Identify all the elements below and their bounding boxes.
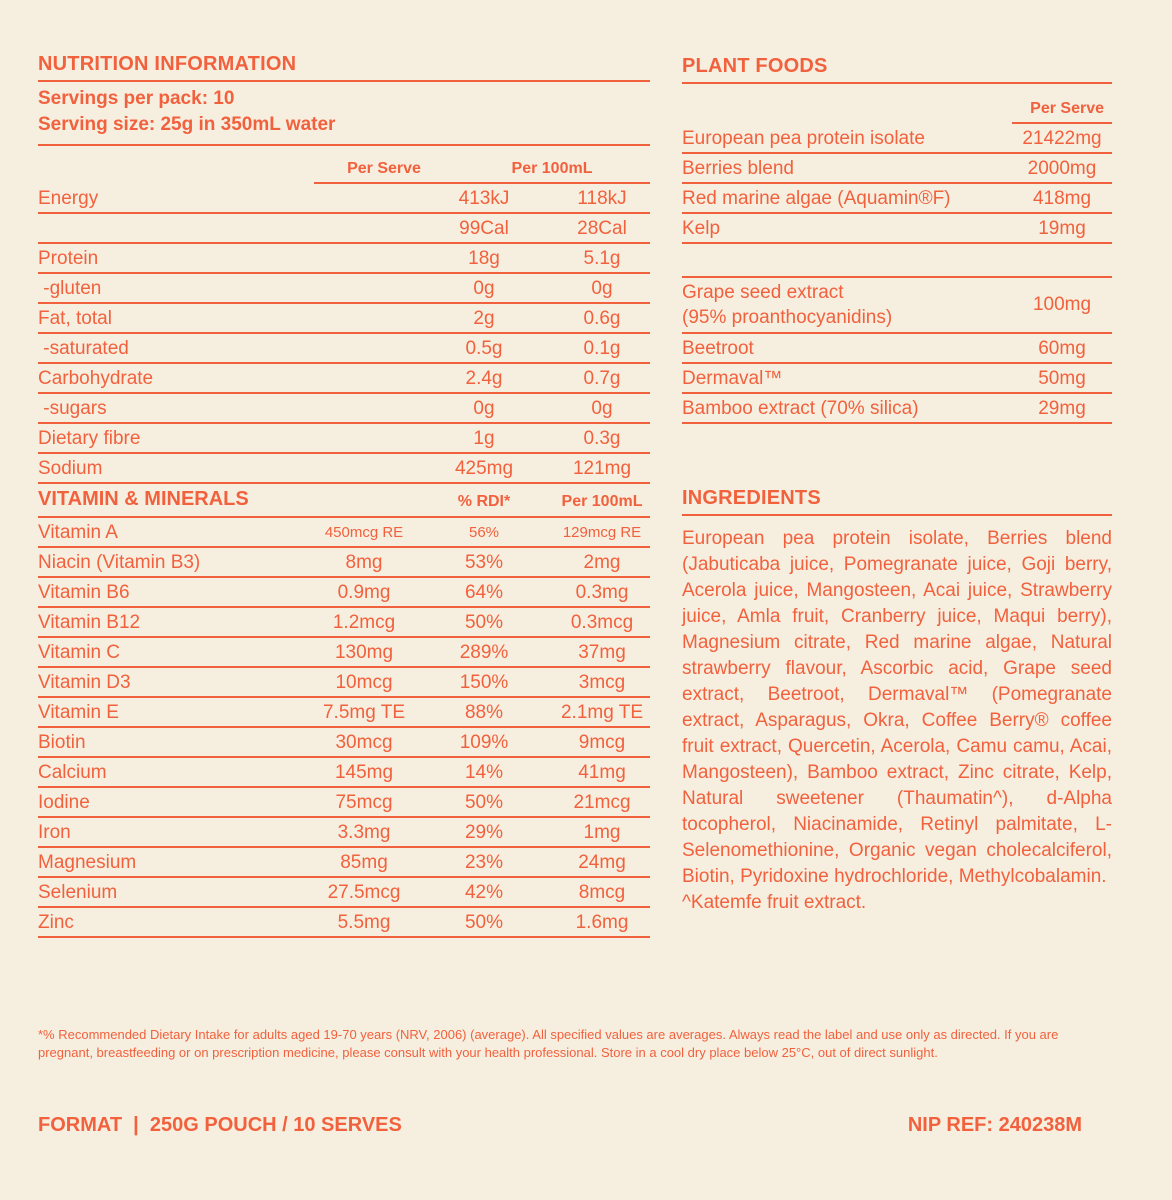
vitamin-label: Vitamin E (38, 702, 119, 723)
per-serve-value: 21422mg (1022, 128, 1102, 149)
per-100ml-value: 5.1g (583, 248, 621, 269)
per-serve-value: 29mg (1038, 398, 1086, 419)
disclaimer: *% Recommended Dietary Intake for adults aged 19-70 years (NRV, 2006) (average). All specified values are averages. Always read the label and use only as directed. If you are pregnant, breastfeeding or on prescription medicine, please consult with your health professional. Store in a cool dry place below 25°C, out of direct sunlight. (38, 1027, 1059, 1060)
per-100ml-value: 0.7g (583, 368, 621, 389)
per-100ml-value: 0.3mcg (570, 612, 634, 633)
plant-foods-rows (682, 124, 1112, 244)
table-row (38, 548, 650, 578)
vitamin-label: Magnesium (38, 852, 137, 873)
amount-value: 450mcg RE (324, 524, 404, 541)
rdi-value: 56% (468, 524, 500, 541)
nutrient-label: Fat, total (38, 308, 112, 329)
nutrient-label: Energy (38, 188, 99, 209)
per-serve-value: 0g (473, 278, 495, 299)
plant-foods-panel (682, 52, 1112, 916)
plant-food-label: Bamboo extract (70% silica) (682, 398, 919, 419)
nutrient-label: -sugars (38, 398, 107, 419)
table-row (682, 394, 1112, 424)
table-row (38, 788, 650, 818)
per-100ml-value: 129mcg RE (562, 524, 642, 541)
nutrient-label: Sodium (38, 458, 103, 479)
table-row (38, 638, 650, 668)
rdi-value: 50% (464, 612, 504, 633)
col-per-100ml: Per 100mL (511, 160, 593, 177)
table-row (38, 334, 650, 364)
servings-info (38, 82, 650, 144)
ingredients-footnote: ^Katemfe fruit extract. (682, 892, 867, 913)
nutrient-label: -gluten (38, 278, 102, 299)
nip-ref: NIP REF: 240238M (907, 1114, 1082, 1136)
rdi-value: 50% (464, 912, 504, 933)
table-row (38, 184, 650, 214)
per-100ml-value: 24mg (578, 852, 626, 873)
per-serve-value: 1g (473, 428, 495, 449)
per-serve-value: 2000mg (1027, 158, 1097, 179)
plant-food-label: Beetroot (682, 338, 754, 359)
table-row (38, 668, 650, 698)
col-per-serve: Per Serve (1030, 100, 1104, 117)
grape-seed-value: 100mg (1032, 293, 1092, 315)
vitamin-label: Niacin (Vitamin B3) (38, 552, 201, 573)
rdi-value: 29% (464, 822, 504, 843)
per-100ml-value: 0.3mg (575, 582, 629, 603)
amount-value: 75mcg (335, 792, 393, 813)
vitamin-rows (38, 518, 650, 938)
nutrition-title: NUTRITION INFORMATION (38, 53, 297, 75)
vitamin-label: Vitamin B12 (38, 612, 141, 633)
vitamins-header (38, 484, 650, 518)
col-per-serve: Per Serve (347, 160, 421, 177)
rdi-value: 88% (464, 702, 504, 723)
table-row (38, 608, 650, 638)
col-per-100ml: Per 100mL (561, 493, 643, 510)
per-serve-value: 413kJ (458, 188, 510, 209)
vitamin-label: Selenium (38, 882, 118, 903)
per-100ml-value: 1mg (583, 822, 621, 843)
amount-value: 3.3mg (337, 822, 391, 843)
nutrient-label: Protein (38, 248, 99, 269)
amount-value: 7.5mg TE (322, 702, 406, 723)
per-100ml-value: 0.3g (583, 428, 621, 449)
amount-value: 85mg (340, 852, 388, 873)
col-rdi: % RDI* (457, 493, 511, 510)
rdi-value: 50% (464, 792, 504, 813)
vitamin-label: Vitamin C (38, 642, 121, 663)
plant-foods-header (682, 84, 1112, 122)
vitamins-title: VITAMIN & MINERALS (38, 488, 249, 510)
per-100ml-value: 0.6g (583, 308, 621, 329)
rdi-value: 109% (459, 732, 509, 753)
vitamin-label: Biotin (38, 732, 86, 753)
amount-value: 5.5mg (337, 912, 391, 933)
nutrition-rows (38, 184, 650, 484)
plant-food-label: Dermaval™ (682, 368, 783, 389)
plant-food-label: Berries blend (682, 158, 794, 179)
per-serve-value: 425mg (454, 458, 514, 479)
per-100ml-value: 9mcg (578, 732, 626, 753)
vitamin-label: Vitamin D3 (38, 672, 131, 693)
table-row (38, 878, 650, 908)
per-serve-value: 50mg (1038, 368, 1086, 389)
per-100ml-value: 8mcg (578, 882, 626, 903)
amount-value: 10mcg (335, 672, 393, 693)
plant-food-label: Kelp (682, 218, 721, 239)
table-row (38, 454, 650, 484)
rdi-value: 150% (459, 672, 509, 693)
per-100ml-value: 0g (591, 398, 613, 419)
table-row (38, 758, 650, 788)
rdi-value: 23% (464, 852, 504, 873)
table-row (38, 518, 650, 548)
amount-value: 8mg (345, 552, 383, 573)
rdi-value: 64% (464, 582, 504, 603)
rdi-value: 42% (464, 882, 504, 903)
servings-per-pack: Servings per pack: 10 (38, 88, 235, 109)
nutrition-header (38, 146, 650, 182)
format-label: FORMAT | 250G POUCH / 10 SERVES (38, 1114, 402, 1136)
per-100ml-value: 37mg (578, 642, 626, 663)
per-100ml-value: 2.1mg TE (560, 702, 644, 723)
vitamin-label: Vitamin B6 (38, 582, 130, 603)
ingredients-list: European pea protein isolate, Berries blend (Jabuticaba juice, Pomegranate juice, Goji berry, Acerola juice, Mangosteen, Acai juice, Strawberry juice, Amla fruit, Cranberry juice, Maqui berry), Magnesium citrate, Red marine algae, Natural strawberry flavour, Ascorbic acid, Grape seed extract, Beetroot, Dermaval™ (Pomegranate extract, Asparagus, Okra, Coffee Berry® coffee fruit extract, Quercetin, Acerola, Camu camu, Acai, Mangosteen), Bamboo extract, Zinc citrate, Kelp, Natural sweetener (Thaumatin^), d-Alpha tocopherol, Niacinamide, Retinyl palmitate, L-Selenomethionine, Organic vegan cholecalciferol, Biotin, Pyridoxine hydrochloride, Methylcobalamin. (682, 528, 1112, 887)
table-row (38, 578, 650, 608)
table-row (682, 154, 1112, 184)
table-row (38, 818, 650, 848)
per-100ml-value: 118kJ (577, 188, 627, 209)
table-row (38, 304, 650, 334)
nutrient-label: Dietary fibre (38, 428, 141, 449)
table-row (682, 278, 1112, 334)
per-100ml-value: 0g (591, 278, 613, 299)
table-row (38, 364, 650, 394)
rdi-value: 53% (464, 552, 504, 573)
per-100ml-value: 1.6mg (575, 912, 629, 933)
table-row (38, 848, 650, 878)
rdi-value: 14% (464, 762, 504, 783)
nutrient-label: -saturated (38, 338, 129, 359)
table-row (38, 244, 650, 274)
amount-value: 145mg (334, 762, 394, 783)
per-100ml-value: 0.1g (583, 338, 621, 359)
vitamin-label: Zinc (38, 912, 74, 933)
per-serve-value: 2g (473, 308, 495, 329)
table-row (682, 334, 1112, 364)
per-serve-value: 418mg (1032, 188, 1092, 209)
table-row (682, 364, 1112, 394)
vitamin-label: Calcium (38, 762, 107, 783)
table-row (682, 184, 1112, 214)
table-row (38, 274, 650, 304)
vitamin-label: Iodine (38, 792, 90, 813)
per-serve-value: 0g (473, 398, 495, 419)
per-100ml-value: 28Cal (577, 218, 627, 239)
amount-value: 0.9mg (337, 582, 391, 603)
amount-value: 30mcg (335, 732, 393, 753)
table-row (38, 424, 650, 454)
per-100ml-value: 2mg (583, 552, 621, 573)
per-100ml-value: 21mcg (573, 792, 631, 813)
per-serve-value: 2.4g (465, 368, 503, 389)
nutrition-panel (38, 50, 650, 938)
per-serve-value: 99Cal (459, 218, 509, 239)
table-row (38, 394, 650, 424)
ingredients-title: INGREDIENTS (682, 487, 821, 509)
grape-seed-sublabel: (95% proanthocyanidins) (682, 306, 893, 328)
grape-seed-label: Grape seed extract (682, 281, 844, 303)
vitamin-label: Iron (38, 822, 71, 843)
plant-food-label: Red marine algae (Aquamin®F) (682, 188, 951, 209)
ingredients-text (682, 516, 1112, 916)
table-row (38, 908, 650, 938)
rdi-value: 289% (459, 642, 509, 663)
per-serve-value: 18g (468, 248, 500, 269)
per-100ml-value: 41mg (578, 762, 626, 783)
table-row (38, 214, 650, 244)
serving-size: Serving size: 25g in 350mL water (38, 114, 336, 135)
amount-value: 27.5mcg (327, 882, 401, 903)
table-row (38, 728, 650, 758)
table-row (38, 698, 650, 728)
plant-food-label: European pea protein isolate (682, 128, 925, 149)
per-serve-value: 19mg (1038, 218, 1086, 239)
table-row (682, 124, 1112, 154)
table-row (682, 214, 1112, 244)
amount-value: 1.2mcg (332, 612, 396, 633)
vitamin-label: Vitamin A (38, 522, 118, 543)
nutrient-label: Carbohydrate (38, 368, 154, 389)
plant-foods-title: PLANT FOODS (682, 55, 828, 77)
divider (682, 244, 1112, 278)
per-100ml-value: 121mg (572, 458, 632, 479)
per-100ml-value: 3mcg (578, 672, 626, 693)
per-serve-value: 60mg (1038, 338, 1086, 359)
amount-value: 130mg (334, 642, 394, 663)
per-serve-value: 0.5g (465, 338, 503, 359)
plant-foods-rows (682, 334, 1112, 424)
